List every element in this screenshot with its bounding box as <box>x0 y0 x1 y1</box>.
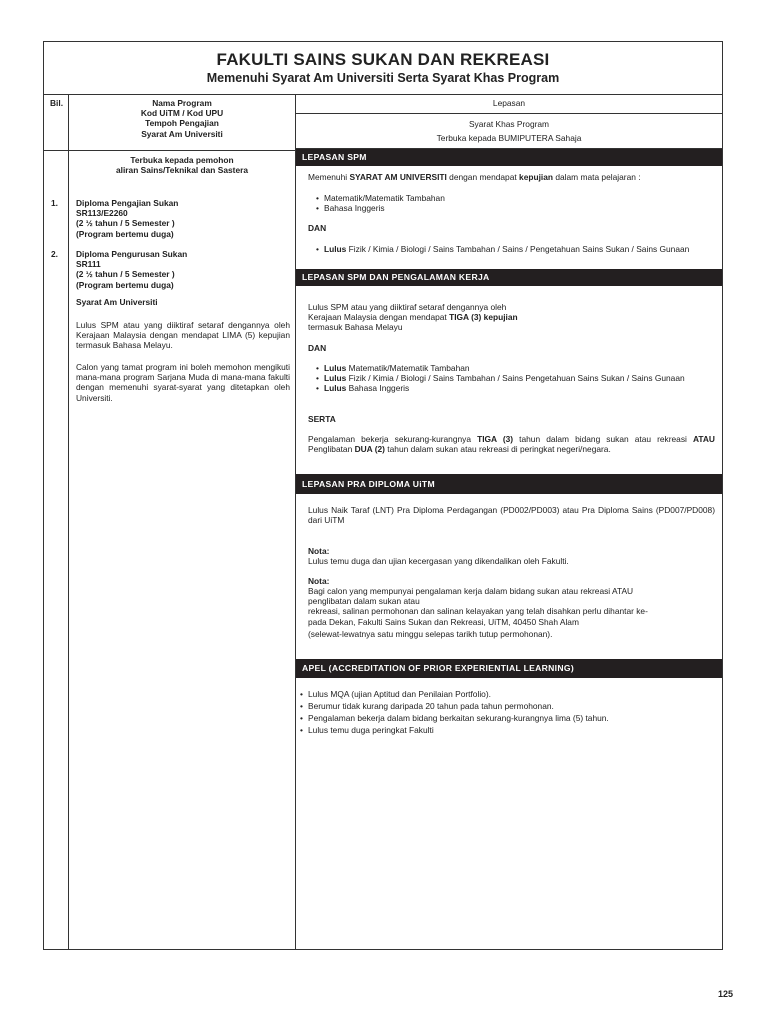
spm-kerja-intro <box>308 302 713 333</box>
text-line: penglibatan dalam sukan atau <box>308 596 420 607</box>
open-to-text <box>69 155 295 175</box>
text: Lulus SPM atau yang diiktiraf setaraf dengannya oleh <box>308 302 507 312</box>
program-duration: (2 ½ tahun / 5 Semester ) <box>76 269 175 280</box>
text: tahun dalam bidang sukan atau rekreasi <box>513 434 693 444</box>
spm-subject-list <box>316 193 716 213</box>
section-bar-pra-diploma: LEPASAN PRA DIPLOMA UiTM <box>296 474 722 494</box>
bil-header: Bil. <box>50 98 64 108</box>
list-item <box>316 383 696 393</box>
text: tahun dalam sukan atau rekreasi di peringkat negeri/negara. <box>384 444 611 455</box>
column-divider-program <box>295 94 296 949</box>
program-1 <box>76 198 291 239</box>
text: Memenuhi <box>308 172 350 182</box>
program-header-line: Syarat Am Universiti <box>141 128 223 139</box>
text-bold: TIGA (3) kepujian <box>449 312 518 323</box>
program-duration: (2 ½ tahun / 5 Semester ) <box>76 218 175 229</box>
text: Fizik / Kimia / Biologi / Sains Tambahan / Sains / Pengetahuan Sains Sukan / Sains Gunaan <box>346 244 690 254</box>
page-title: FAKULTI SAINS SUKAN DAN REKREASI <box>216 50 550 69</box>
spm-intro <box>308 172 713 182</box>
text: Kerajaan Malaysia dengan mendapat <box>308 312 450 323</box>
program-note: (Program bertemu duga) <box>76 279 174 290</box>
spm-lulus-list <box>316 244 712 254</box>
list-item <box>316 363 696 373</box>
lepasan-row-divider <box>295 113 722 114</box>
text-bold: DUA (2) <box>354 444 385 455</box>
page-number: 125 <box>718 989 734 999</box>
program-header-line: Kod UiTM / Kod UPU <box>140 108 224 119</box>
lepasan-header: Lepasan <box>492 98 526 108</box>
text-bold: SYARAT AM UNIVERSITI <box>349 172 447 182</box>
program-header <box>69 98 295 139</box>
text: Pengalaman bekerja sekurang-kurangnya <box>308 434 478 444</box>
program-name: Diploma Pengurusan Sukan <box>76 249 188 259</box>
open-to-line: Terbuka kepada pemohon <box>130 155 234 165</box>
section-bar-spm-kerja: LEPASAN SPM DAN PENGALAMAN KERJA <box>296 269 722 286</box>
text: dengan mendapat <box>446 172 520 182</box>
list-item <box>316 373 696 383</box>
spm-kerja-list <box>316 363 696 394</box>
list-item: • Lulus MQA (ujian Aptitud dan Penilaian Portfolio). <box>300 688 710 700</box>
spm-dan: DAN <box>308 223 327 233</box>
text-line: (selewat-lewatnya satu minggu selepas tarikh tutup permohonan). <box>308 628 553 639</box>
list-item: • Lulus temu duga peringkat Fakulti <box>300 724 710 736</box>
list-item <box>316 244 712 254</box>
nota-2 <box>308 586 718 639</box>
text-bold: Lulus <box>324 244 347 254</box>
header-row-divider-left <box>44 150 295 151</box>
spm-kerja-experience <box>308 434 715 454</box>
program-number: 1. <box>51 198 58 208</box>
program-code: SR111 <box>76 259 101 270</box>
open-to-line: aliran Sains/Teknikal dan Sastera <box>115 165 249 176</box>
text-bold: Lulus <box>324 383 347 394</box>
text: Bahasa Inggeris <box>346 383 410 394</box>
page-frame <box>43 41 723 950</box>
page-subtitle: Memenuhi Syarat Am Universiti Serta Syarat Khas Program <box>206 71 560 85</box>
section-bar-apel: APEL (ACCREDITATION OF PRIOR EXPERIENTIAL LEARNING) <box>296 659 722 678</box>
nota-heading: Nota: <box>308 576 330 586</box>
nota-heading: Nota: <box>308 546 330 556</box>
calon-text: Calon yang tamat program ini boleh memohon mengikuti mana-mana program Sarjana Muda di mana-mana fakulti dengan memenuhi syarat-syarat yang ditetapkan oleh Universiti. <box>76 362 290 403</box>
program-header-line: Nama Program <box>152 98 212 108</box>
text: dalam mata pelajaran : <box>553 172 641 182</box>
text: Matematik/Matematik Tambahan <box>346 363 470 373</box>
syarat-khas-header: Syarat Khas Program <box>468 119 550 129</box>
list-item: • Bahasa Inggeris <box>316 203 716 213</box>
text-bold: kepujian <box>519 172 554 182</box>
text-bold: Lulus <box>324 363 347 373</box>
text-line: rekreasi, salinan permohonan dan salinan kelayakan yang telah disahkan perlu dihantar ke- <box>308 606 648 617</box>
text: Fizik / Kimia / Biologi / Sains Tambahan / Sains Pengetahuan Sains Sukan / Sains Gunaan <box>346 373 685 384</box>
syarat-am-heading: Syarat Am Universiti <box>76 297 158 307</box>
text-bold: Lulus <box>324 373 347 384</box>
text-bold: TIGA (3) <box>477 434 514 444</box>
text-bold: ATAU <box>692 434 715 444</box>
text-line: Bagi calon yang mempunyai pengalaman kerja dalam bidang sukan atau rekreasi ATAU <box>308 586 634 596</box>
bumiputera-note: Terbuka kepada BUMIPUTERA Sahaja <box>436 133 582 143</box>
text-line: pada Dekan, Fakulti Sains Sukan dan Rekreasi, UiTM, 40450 Shah Alam <box>308 616 579 627</box>
page-header <box>44 42 722 95</box>
column-divider-bil <box>68 94 69 949</box>
list-item: • Matematik/Matematik Tambahan <box>316 193 716 203</box>
pra-diploma-text: Lulus Naik Taraf (LNT) Pra Diploma Perdagangan (PD002/PD003) atau Pra Diploma Sains (PD007/PD008) dari UiTM <box>308 505 715 526</box>
list-item: • Berumur tidak kurang daripada 20 tahun pada tahun permohonan. <box>300 700 710 712</box>
apel-list <box>300 688 710 736</box>
nota-1: Lulus temu duga dan ujian kecergasan yang dikendalikan oleh Fakulti. <box>308 556 569 566</box>
spm-kerja-dan: DAN <box>308 343 327 353</box>
program-2 <box>76 249 291 290</box>
syarat-am-text: Lulus SPM atau yang diiktiraf setaraf dengannya oleh Kerajaan Malaysia dengan mendapat LIMA (5) kepujian termasuk Bahasa Melayu. <box>76 320 290 351</box>
program-name: Diploma Pengajian Sukan <box>76 198 179 208</box>
spm-kerja-serta: SERTA <box>308 414 336 424</box>
list-item: • Pengalaman bekerja dalam bidang berkaitan sekurang-kurangnya lima (5) tahun. <box>300 712 710 724</box>
text-line <box>308 312 713 322</box>
program-note: (Program bertemu duga) <box>76 228 174 239</box>
section-bar-spm: LEPASAN SPM <box>296 149 722 166</box>
program-header-line: Tempoh Pengajian <box>145 118 219 129</box>
text: Penglibatan <box>308 444 355 455</box>
program-number: 2. <box>51 249 58 259</box>
program-code: SR113/E2260 <box>76 208 128 219</box>
text: termasuk Bahasa Melayu <box>308 322 403 333</box>
